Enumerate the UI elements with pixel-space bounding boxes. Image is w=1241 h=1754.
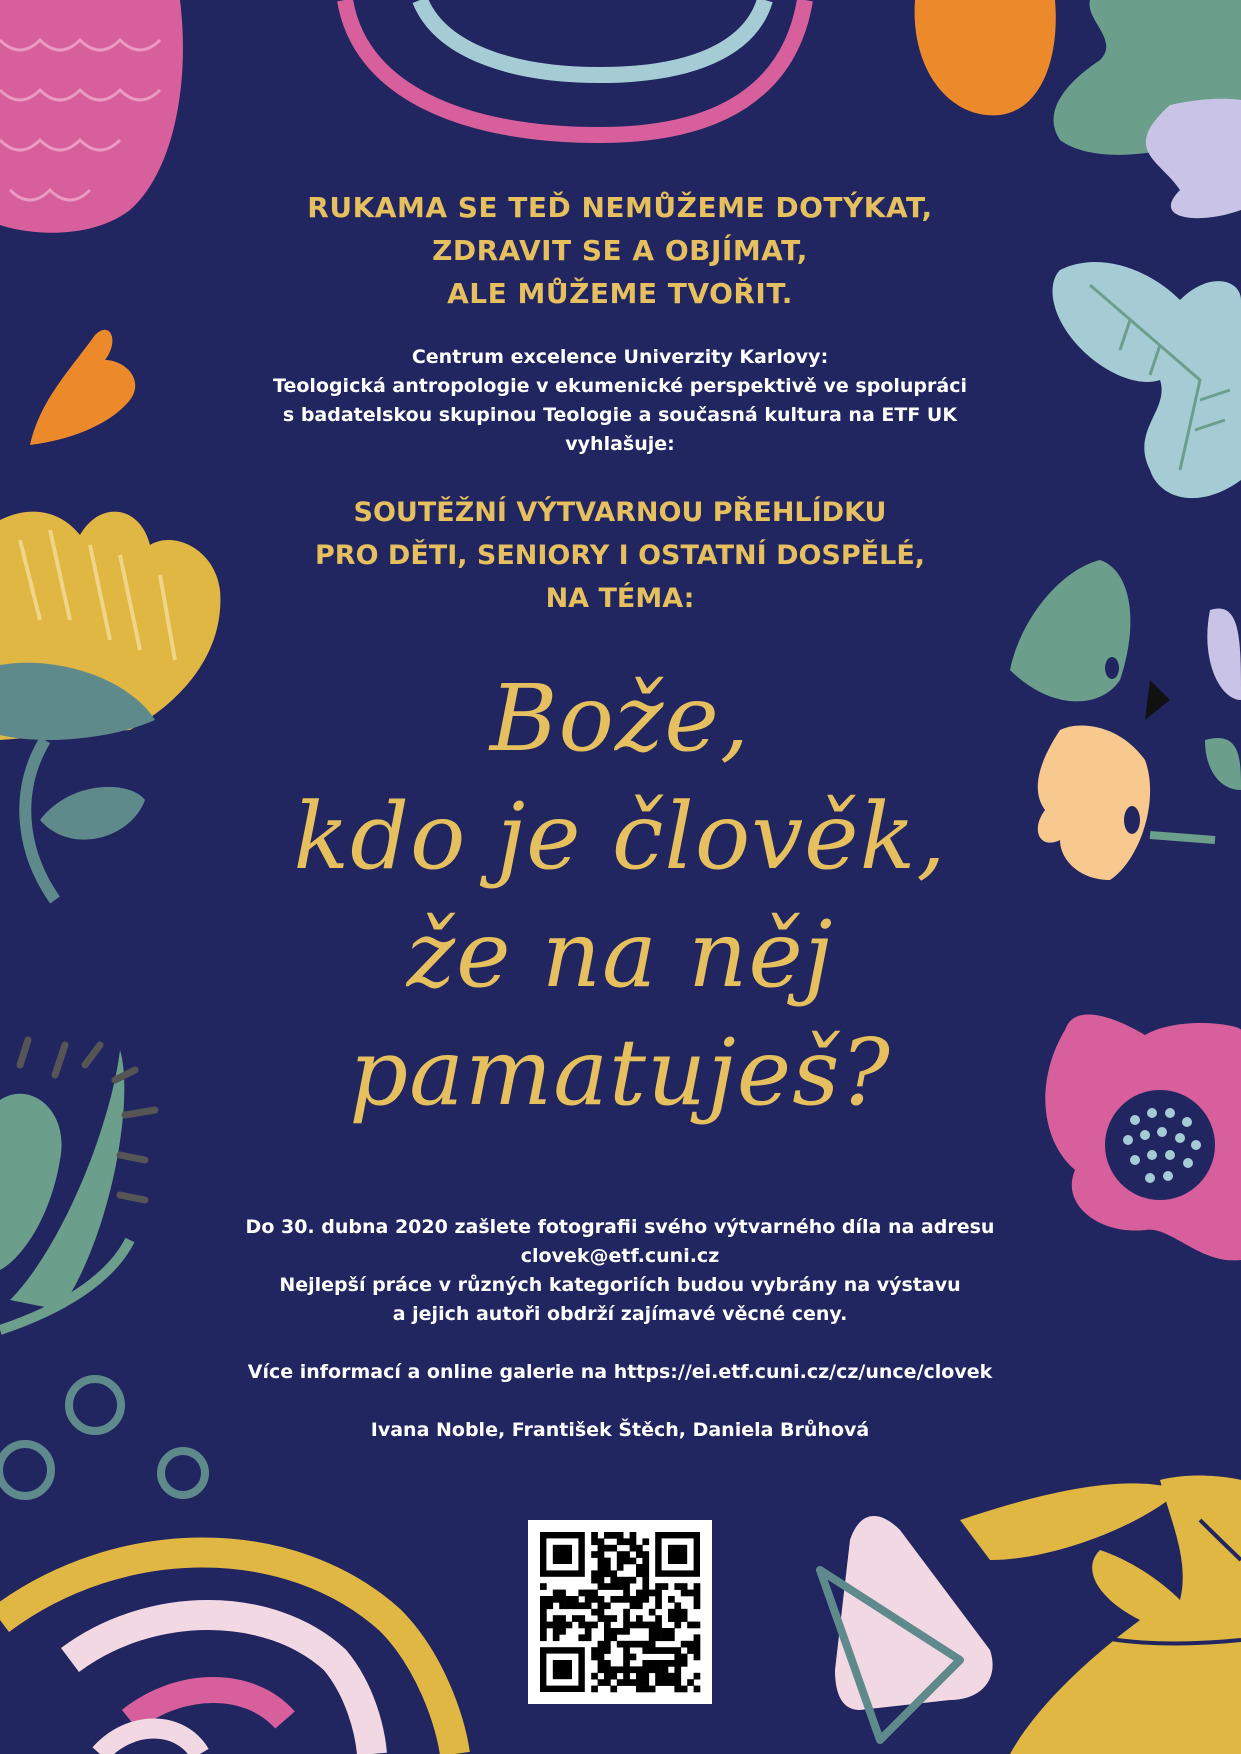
theme-line-3: že na něj	[406, 901, 834, 1008]
info-block	[190, 1213, 1050, 1445]
orange-heart-icon	[30, 330, 135, 445]
intro-line-3: s badatelskou skupinou Teologie a současná kultura na ETF UK	[282, 404, 958, 426]
headline-line-3: ALE MŮŽEME TVOŘIT.	[447, 277, 793, 310]
info-authors: Ivana Noble, František Štěch, Daniela Brůhová	[370, 1419, 870, 1441]
info-selection: Nejlepší práce v různých kategoriích budou vybrány na výstavu	[279, 1274, 961, 1296]
competition-line-3: NA TÉMA:	[545, 583, 695, 614]
orange-blob-icon	[915, 0, 1056, 115]
intro-line-2: Teologická antropologie v ekumenické perspektivě ve spolupráci	[273, 375, 967, 397]
headline	[220, 186, 1020, 315]
teal-plant-left-icon	[0, 1040, 205, 1496]
info-more-link[interactable]: Více informací a online galerie na https://ei.etf.cuni.cz/cz/unce/clovek	[247, 1361, 993, 1383]
rainbow-top-icon	[345, 0, 805, 135]
blue-leaf-right-icon	[1053, 262, 1241, 498]
competition-line-1: SOUTĚŽNÍ VÝTVARNOU PŘEHLÍDKU	[353, 497, 887, 528]
theme-quote	[220, 660, 1020, 1132]
qr-code-icon	[528, 1520, 712, 1704]
yellow-flower-left-icon	[0, 512, 220, 900]
qr-code	[528, 1520, 712, 1704]
lavender-blob-icon	[1146, 99, 1241, 218]
pink-leaf-top-left-icon	[0, 0, 183, 233]
info-prizes: a jejich autoři obdrží zajímavé věcné ceny.	[392, 1303, 848, 1325]
competition-heading	[220, 491, 1020, 620]
competition-line-2: PRO DĚTI, SENIORY I OSTATNÍ DOSPĚLÉ,	[314, 540, 926, 571]
triangle-leaves-bottom-right-icon	[820, 1476, 1241, 1754]
info-email-link[interactable]: clovek@etf.cuni.cz	[520, 1245, 720, 1267]
intro-line-1: Centrum excelence Univerzity Karlovy:	[411, 346, 829, 368]
pink-flower-right-icon	[1045, 1014, 1241, 1260]
theme-line-1: Bože,	[489, 665, 751, 772]
info-deadline: Do 30. dubna 2020 zašlete fotografii svého výtvarného díla na adresu	[245, 1216, 995, 1238]
teal-flower-right-icon	[1010, 560, 1241, 880]
organizer-intro	[220, 343, 1020, 459]
rainbow-bottom-left-icon	[0, 1553, 455, 1754]
intro-line-4: vyhlašuje:	[565, 433, 675, 455]
theme-line-4: pamatuješ?	[349, 1019, 891, 1126]
headline-line-2: ZDRAVIT SE A OBJÍMAT,	[432, 234, 808, 267]
headline-line-1: RUKAMA SE TEĎ NEMŮŽEME DOTÝKAT,	[307, 191, 933, 224]
theme-line-2: kdo je člověk,	[293, 783, 947, 890]
